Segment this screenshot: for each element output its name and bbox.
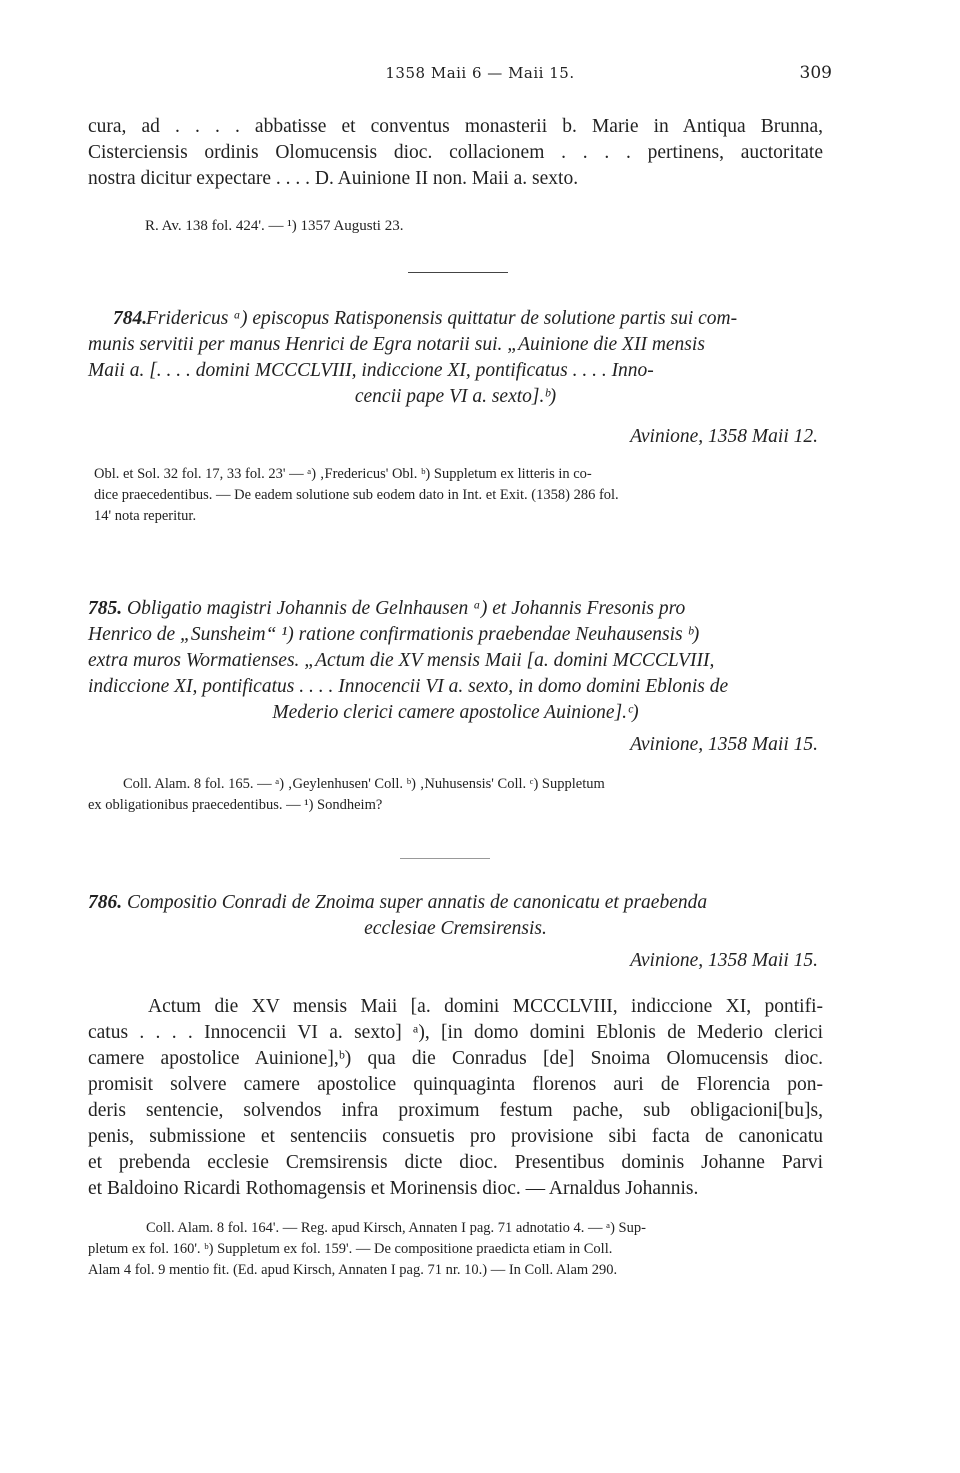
title-line: Mederio clerici camere apostolice Auinione].ᶜ) [272, 702, 639, 723]
body-line: catus . . . . Innocencii VI a. sexto] ᵃ), [in domo domini Eblonis de Mederio clerici [88, 1022, 823, 1043]
entry-786-body [88, 994, 823, 1202]
title-line: Fridericus ᵃ) episcopus Ratisponensis quittatur de solutione partis sui com- [146, 308, 738, 329]
body-line: Actum die XV mensis Maii [a. domini MCCCLVIII, indiccione XI, pontifi- [148, 996, 823, 1017]
title-line: ecclesiae Cremsirensis. [364, 918, 547, 939]
title-text: Compositio Conradi de Znoima super annatis de canonicatu et praebenda [127, 892, 708, 913]
body-line: et Baldoino Ricardi Rothomagensis et Morinensis dioc. — Arnaldus Johannis. [88, 1178, 699, 1199]
section-rule [400, 858, 490, 859]
title-line: extra muros Wormatienses. „Actum die XV mensis Maii [a. domini MCCCLVIII, [88, 650, 715, 671]
entry-number: 784. [113, 308, 148, 329]
body-line: nostra dicitur expectare . . . . D. Auinione II non. Maii a. sexto. [88, 168, 579, 189]
entry-785-notes [88, 774, 823, 816]
title-line: munis servitii per manus Henrici de Egra notarii sui. „Auinione die XII mensis [88, 334, 705, 355]
note-line: Obl. et Sol. 32 fol. 17, 33 fol. 23' — ᵃ) ‚Fredericus' Obl. ᵇ) Suppletum ex litteris in co- [94, 466, 592, 482]
body-line: et prebenda ecclesie Cremsirensis dicte dioc. Presentibus dominis Johanne Parvi [88, 1152, 823, 1173]
title-line: Henrico de „Sunsheim“ ¹) ratione confirmationis praebendae Neuhausensis ᵇ) [88, 624, 700, 645]
entry-786-title [88, 890, 823, 942]
title-line: indiccione XI, pontificatus . . . . Innocencii VI a. sexto, in domo domini Eblonis de [88, 676, 729, 697]
note-line: ex obligationibus praecedentibus. — ¹) Sondheim? [88, 797, 383, 813]
body-line: cura, ad . . . . abbatisse et conventus monasterii b. Marie in Antiqua Brunna, [88, 116, 823, 137]
entry-784-notes [94, 464, 823, 527]
entry-786-date: Avinione, 1358 Maii 15. [630, 950, 818, 971]
entry-number: 785. [88, 598, 123, 619]
entry-785-title [88, 596, 823, 726]
title-text: Obligatio magistri Johannis de Gelnhausen ᵃ) et Johannis Fresonis pro [127, 598, 686, 619]
note-line: Alam 4 fol. 9 mentio fit. (Ed. apud Kirsch, Annaten I pag. 71 nr. 10.) — In Coll. Alam 290. [88, 1262, 618, 1278]
title-line: Maii a. [. . . . domini MCCCLVIII, indiccione XI, pontificatus . . . . Inno- [88, 360, 654, 381]
body-line: Cisterciensis ordinis Olomucensis dioc. collacionem . . . . pertinens, auctoritate [88, 142, 823, 163]
entry-number: 786. [88, 892, 123, 913]
entry-784-date: Avinione, 1358 Maii 12. [630, 426, 818, 447]
title-line: cencii pape VI a. sexto].ᵇ) [354, 386, 557, 407]
body-line: camere apostolice Auinione],ᵇ) qua die Conradus [de] Snoima Olomucensis dioc. [88, 1048, 823, 1069]
title-line [88, 596, 823, 622]
title-line [88, 890, 823, 916]
entry-786-notes [88, 1218, 823, 1281]
note-line: dice praecedentibus. — De eadem solutione sub eodem dato in Int. et Exit. (1358) 286 fol. [94, 487, 619, 503]
entry-785-date: Avinione, 1358 Maii 15. [630, 734, 818, 755]
entry-784-title-text [146, 306, 823, 332]
page-number: 309 [799, 63, 832, 83]
entry-784-title-cont [88, 332, 823, 410]
note-line: 14' nota reperitur. [94, 508, 197, 524]
section-rule [408, 272, 508, 273]
note-line: Coll. Alam. 8 fol. 165. — ᵃ) ‚Geylenhusen' Coll. ᵇ) ‚Nuhusensis' Coll. ᶜ) Suppletum [123, 776, 605, 792]
body-line: promisit solvere camere apostolice quinquaginta florenos auri de Florencia pon- [88, 1074, 823, 1095]
continued-text [88, 114, 823, 192]
page-header [0, 64, 960, 88]
note-line: Coll. Alam. 8 fol. 164'. — Reg. apud Kirsch, Annaten I pag. 71 adnotatio 4. — ᵃ) Sup- [146, 1220, 646, 1236]
source-reference: R. Av. 138 fol. 424'. — ¹) 1357 Augusti 23. [145, 218, 404, 234]
note-line: pletum ex fol. 160'. ᵇ) Suppletum ex fol. 159'. — De compositione praedicta etiam in Coll. [88, 1241, 613, 1257]
running-head: 1358 Maii 6 — Maii 15. [385, 64, 575, 82]
body-line: penis, submissione et sentenciis consuetis pro provisione sibi facta de canonicatu [88, 1126, 823, 1147]
body-line: deris sentencie, solvendos infra proximum festum pache, sub obligacioni[bu]s, [88, 1100, 823, 1121]
